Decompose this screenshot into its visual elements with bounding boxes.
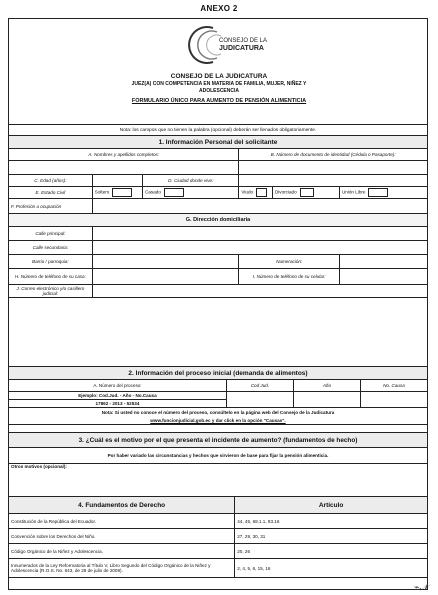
civil-status-label: E. Estado Civil	[9, 187, 93, 199]
process-example: Ejemplo: Cod.Jud. - Año - No.Causa	[9, 392, 227, 400]
city-label: D. Ciudad donde vive:	[143, 175, 239, 187]
full-name-field[interactable]	[9, 161, 239, 175]
id-number-label: B. Número de documento de identidad (Cédula o Pasaporte):	[239, 149, 428, 161]
form-title: FORMULARIO ÚNICO PARA AUMENTO DE PENSIÓN ALIMENTICIA	[131, 98, 307, 104]
year-field[interactable]	[293, 392, 360, 408]
cod-jud-field[interactable]	[226, 392, 293, 408]
civil-option-single[interactable]: Soltero	[92, 187, 142, 199]
civil-option-union[interactable]: Unión Libre	[339, 187, 427, 199]
articles-row-2: 27, 29, 30, 31	[235, 529, 428, 544]
city-field[interactable]	[239, 175, 428, 187]
email-label: J. Correo electrónico y/o casillero judicial:	[9, 285, 93, 298]
email-field[interactable]	[92, 285, 427, 298]
articles-row-3: 20, 26	[235, 544, 428, 559]
married-checkbox[interactable]	[164, 188, 184, 197]
law-row-2: Convención sobre los Derechos del Niño.	[9, 529, 235, 544]
full-name-label: A. Nombres y apellidos completos:	[9, 149, 239, 161]
judicature-logo	[183, 22, 268, 68]
section-1-title: 1. Información Personal del solicitante	[9, 136, 428, 149]
cause-number-header: No. Causa	[360, 380, 427, 392]
main-street-label: Calle principal:	[9, 227, 93, 241]
process-note-line-2[interactable]: www.funcionjudicial.gob.ec y dar click en la opción "Causas".	[9, 416, 428, 425]
occupation-field[interactable]	[92, 199, 427, 214]
other-reasons[interactable]	[9, 464, 428, 497]
section-4-title: 4. Fundamentos de Derecho	[9, 497, 235, 514]
neighborhood-label: Barrio / parroquia:	[9, 255, 93, 269]
process-note-line-1: Nota: Si usted no conoce el número del proceso, consúltelo en la página web del Consejo de la Judicatura	[9, 408, 428, 417]
year-header: Año	[293, 380, 360, 392]
age-label: C. Edad (años):	[9, 175, 93, 187]
law-row-1: Constitución de la República del Ecuador.	[9, 514, 235, 529]
section-2-table	[8, 366, 428, 425]
union-checkbox[interactable]	[368, 188, 388, 197]
divorced-checkbox[interactable]	[300, 188, 314, 197]
section-4-table	[8, 496, 428, 578]
home-phone-field[interactable]	[92, 269, 239, 285]
articles-header: Artículo	[235, 497, 428, 514]
single-checkbox[interactable]	[112, 188, 132, 197]
age-field[interactable]	[92, 175, 142, 187]
reason-text: Por haber variado las circunstancias y hechos que sirvieron de base para fijar la pensión alimenticia.	[9, 448, 428, 464]
secondary-street-label: Calle secundaria:	[9, 241, 93, 255]
court-line-1: JUEZ(A) CON COMPETENCIA EN MATERIA DE FAMILIA, MUJER, NIÑEZ Y	[131, 81, 307, 87]
law-row-4: Innumerados de la Ley Reformatoria al Título V, Libro Segundo del Código Orgánico de la Niñez y Adolescencia (R.O.S. No. 643, de 28 de julio de 2009).	[9, 559, 235, 578]
logo-line1: CONSEJO DE LA	[219, 38, 268, 44]
section-3-table	[8, 432, 428, 497]
section-3-title: 3. ¿Cuál es el motivo por el que presenta el incidente de aumento? (fundamentos de hecho)	[9, 433, 428, 448]
civil-option-widowed[interactable]: Viudo	[239, 187, 273, 199]
address-title: G. Dirección domiciliaria	[9, 214, 428, 227]
cell-phone-label: I. Número de teléfono de su celular:	[239, 269, 340, 285]
optional-note: Nota: los campos que no tienen la palabra (opcional) deberán ser llenados obligatoriamente.	[9, 125, 428, 136]
institution-title: CONSEJO DE LA JUDICATURA	[170, 73, 268, 80]
articles-row-1: 44, 45, 69.1.1, 83.16	[235, 514, 428, 529]
occupation-label: F. Profesión u ocupación	[9, 199, 93, 214]
main-street-field[interactable]	[92, 227, 427, 241]
cell-phone-field[interactable]	[339, 269, 427, 285]
process-number-label: A. Número del proceso:	[9, 380, 227, 392]
civil-option-divorced[interactable]: Divorciado	[272, 187, 339, 199]
widowed-checkbox[interactable]	[256, 188, 267, 197]
neighborhood-field[interactable]	[92, 255, 239, 269]
signature-mark-icon: ⌁𝒩	[413, 582, 428, 592]
cause-number-field[interactable]	[360, 392, 427, 408]
law-row-3: Código Orgánico de la Niñez y Adolescencia.	[9, 544, 235, 559]
home-phone-label: H. Número de teléfono de su casa:	[9, 269, 93, 285]
annex-title: ANEXO 2	[200, 4, 238, 13]
civil-option-married[interactable]: Casado	[143, 187, 239, 199]
numbering-label: Numeración:	[239, 255, 340, 269]
articles-row-4: 2, 4, 5, 6, 15, 16	[235, 559, 428, 578]
secondary-street-field[interactable]	[92, 241, 427, 255]
section-2-title: 2. Información del proceso inicial (demanda de alimentos)	[9, 367, 428, 380]
section-1-table	[8, 124, 428, 298]
cod-jud-header: Cod Jud.	[226, 380, 293, 392]
other-reasons-label: Otros motivos (opcional):	[11, 464, 67, 469]
process-example-value: 17862 - 2013 - 52534	[9, 400, 227, 408]
id-number-field[interactable]	[239, 161, 428, 175]
logo-line2: JUDICATURA	[219, 45, 264, 52]
court-line-2: ADOLESCENCIA	[198, 88, 239, 94]
numbering-field[interactable]	[339, 255, 427, 269]
